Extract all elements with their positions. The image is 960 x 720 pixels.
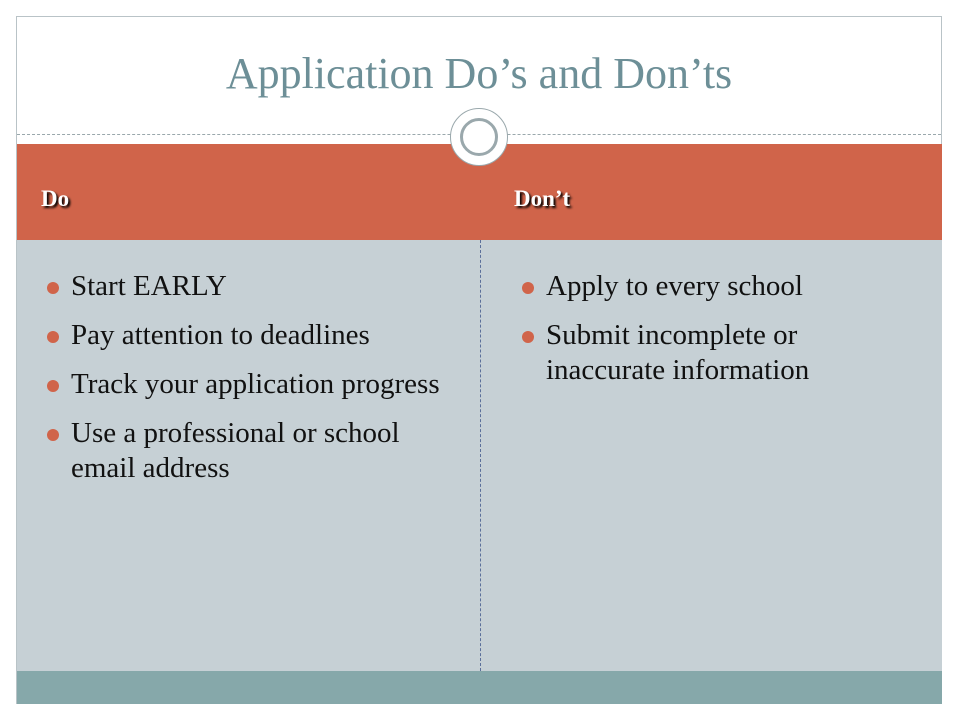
list-item-text: Use a professional or school email address: [71, 417, 400, 484]
column-heading-dont: Don’t: [514, 186, 571, 211]
bullet-icon: [47, 429, 59, 441]
bullet-icon: [522, 282, 534, 294]
column-divider: [480, 240, 481, 671]
slide-title: Application Do’s and Don’ts: [225, 49, 733, 98]
footer-band: [17, 671, 942, 704]
do-list: [47, 269, 467, 500]
circle-ornament-icon: [450, 108, 508, 166]
inner-ring: [460, 118, 498, 156]
list-item: [522, 269, 922, 304]
column-heading-do: Do: [41, 186, 70, 211]
list-item-text: Pay attention to deadlines: [71, 319, 370, 351]
list-item: [47, 269, 467, 304]
list-item-text: Apply to every school: [546, 270, 803, 302]
bullet-icon: [47, 282, 59, 294]
dont-list: [522, 269, 922, 402]
list-item: [47, 318, 467, 353]
list-item-text: Submit incomplete or inaccurate information: [546, 319, 810, 386]
list-item: [47, 416, 467, 486]
bullet-icon: [522, 331, 534, 343]
list-item-text: Start EARLY: [71, 270, 227, 302]
list-item-text: Track your application progress: [71, 368, 440, 400]
table-body: [17, 240, 942, 671]
bullet-icon: [47, 380, 59, 392]
bullet-icon: [47, 331, 59, 343]
list-item: [522, 318, 922, 388]
list-item: [47, 367, 467, 402]
